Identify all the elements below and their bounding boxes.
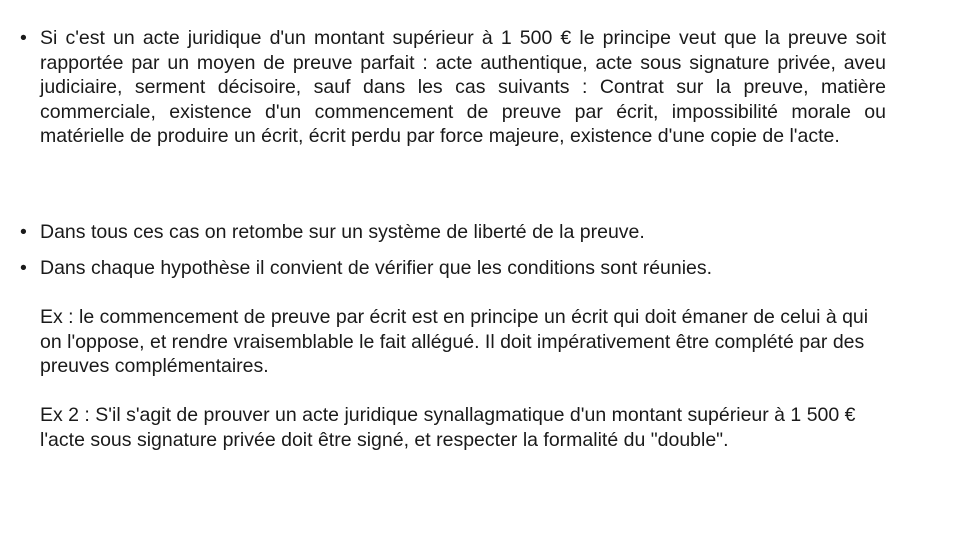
bullet-item <box>20 26 886 149</box>
example-paragraph: Ex 2 : S'il s'agit de prouver un acte juridique synallagmatique d'un montant supérieur à 1 500 € l'acte sous signature privée doit être signé, et respecter la formalité du "double". <box>40 404 856 451</box>
bullet-text: Dans tous ces cas on retombe sur un système de liberté de la preuve. <box>40 221 645 243</box>
bullet-marker: • <box>20 27 27 49</box>
bullet-text: Dans chaque hypothèse il convient de vérifier que les conditions sont réunies. <box>40 257 713 279</box>
bullet-item <box>20 220 886 245</box>
bullet-text: Si c'est un acte juridique d'un montant supérieur à 1 500 € le principe veut que la preuve soit rapportée par un moyen de preuve parfait : acte authentique, acte sous signature privée, aveu judiciaire, serment décisoire, sauf dans les cas suivants : Contrat sur la preuve, matière commerciale, existence d'un commencement de preuve par écrit, impossibilité morale ou matérielle de produire un écrit, écrit perdu par force majeure, existence d'une copie de l'acte. <box>40 27 886 148</box>
bullet-marker: • <box>20 221 27 243</box>
bullet-item <box>20 256 886 281</box>
example-paragraph: Ex : le commencement de preuve par écrit est en principe un écrit qui doit émaner de celui à qui on l'oppose, et rendre vraisemblable le fait allégué. Il doit impérativement être complété par des preuves complémentaires. <box>40 306 869 378</box>
bullet-marker: • <box>20 257 27 279</box>
